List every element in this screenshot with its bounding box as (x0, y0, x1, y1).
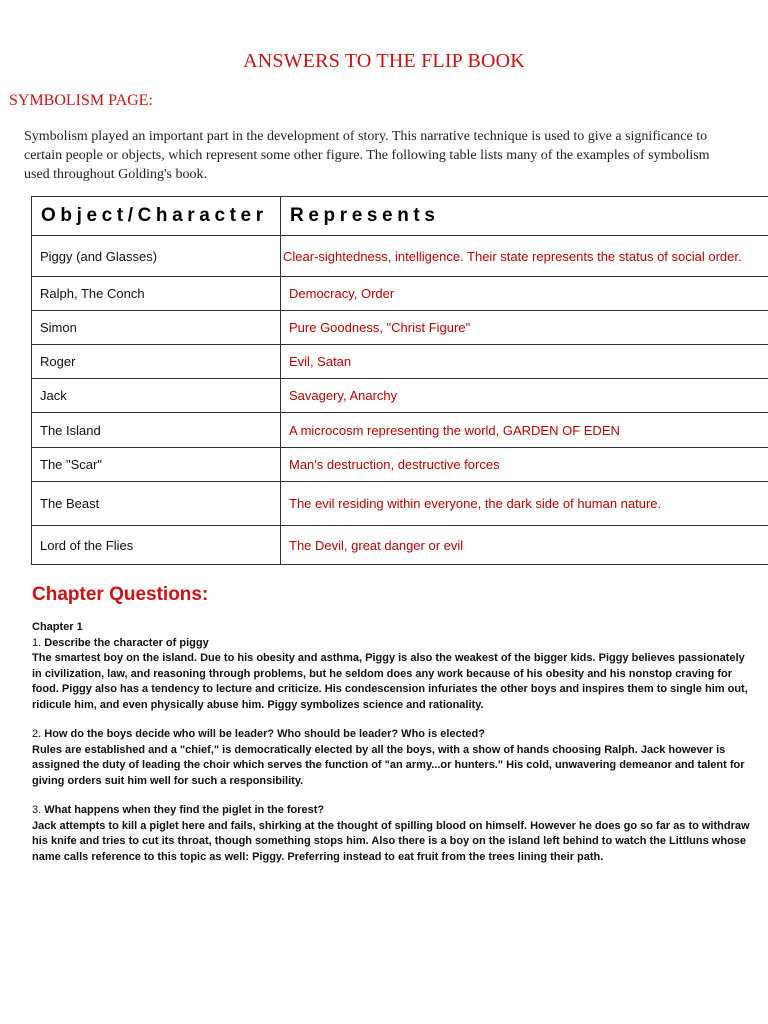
table-row (32, 379, 768, 413)
represents-cell: Clear-sightedness, intelligence. Their state represents the status of social order. (281, 236, 768, 277)
question (32, 803, 754, 819)
table-row (32, 236, 768, 277)
answer: The smartest boy on the island. Due to his obesity and asthma, Piggy is also the weakest of the bigger kids. Piggy believes passionately in civilization, law, and reasoning through problems, but he seldom does any work because of his obesity and his nonstop craving for food. Piggy also has a tendency to lecture and criticize. His condescension infuriates the other boys and inspires them to single him out, ridicule him, and even physically abuse him. Piggy symbolizes science and rationality. (32, 652, 748, 711)
table-row (32, 448, 768, 482)
question-number: 3. (32, 804, 42, 816)
object-cell: Jack (32, 379, 281, 413)
page-title: ANSWERS TO THE FLIP BOOK (243, 50, 525, 72)
represents-cell: The evil residing within everyone, the dark side of human nature. (281, 482, 768, 526)
question-text: How do the boys decide who will be leader? Who should be leader? Who is elected? (44, 728, 485, 740)
represents-cell: Man's destruction, destructive forces (281, 448, 768, 482)
question-number: 2. (32, 728, 42, 740)
answer: Rules are established and a "chief," is democratically elected by all the boys, with a show of hands choosing Ralph. Jack however is assigned the duty of leading the choir which serves the function of "an army...or hunters." His cold, unwavering demeanor and talent for giving orders suit him well for such a responsibility. (32, 743, 745, 787)
represents-cell: The Devil, great danger or evil (281, 526, 768, 565)
section-heading: SYMBOLISM PAGE: (9, 92, 153, 109)
chapter-questions (32, 620, 754, 879)
represents-cell: Pure Goodness, "Christ Figure" (281, 311, 768, 345)
question-text: What happens when they find the piglet in the forest? (44, 804, 325, 816)
table-row (32, 482, 768, 526)
object-cell: The Beast (32, 482, 281, 526)
question-number: 1. (32, 636, 42, 649)
header-object-character: Object/Character (32, 197, 281, 236)
object-cell: The Island (32, 413, 281, 448)
intro-paragraph: Symbolism played an important part in the development of story. This narrative technique is used to give a significance to certain people or objects, which represent some other figure. The following table lists many of the examples of symbolism used throughout Golding's book. (24, 129, 710, 182)
object-cell: Simon (32, 311, 281, 345)
table-row (32, 413, 768, 448)
question (32, 727, 754, 743)
object-cell: Lord of the Flies (32, 526, 281, 565)
table-row (32, 526, 768, 565)
represents-cell: Savagery, Anarchy (281, 379, 768, 413)
object-cell: Ralph, The Conch (32, 277, 281, 311)
represents-cell: Evil, Satan (281, 345, 768, 379)
answer: Jack attempts to kill a piglet here and fails, shirking at the thought of spilling blood on himself. However he does go so far as to withdraw his knife and tries to cut its throat, though something stops him. Also there is a boy on the island left behind to watch the Littluns whose name calls reference to this topic as well: Piggy. Preferring instead to eat fruit from the trees lining their path. (32, 819, 750, 863)
object-cell: Piggy (and Glasses) (32, 236, 281, 277)
table-row (32, 345, 768, 379)
table-header-row (32, 197, 768, 236)
represents-cell: A microcosm representing the world, GARDEN OF EDEN (281, 413, 768, 448)
object-cell: The "Scar" (32, 448, 281, 482)
symbolism-table (31, 196, 768, 565)
question-text: Describe the character of piggy (44, 636, 209, 649)
table-row (32, 311, 768, 345)
chapter-questions-heading: Chapter Questions: (32, 584, 209, 605)
header-represents: Represents (281, 197, 768, 236)
question (32, 636, 754, 652)
object-cell: Roger (32, 345, 281, 379)
chapter-label: Chapter 1 (32, 621, 83, 633)
represents-cell: Democracy, Order (281, 277, 768, 311)
table-row (32, 277, 768, 311)
